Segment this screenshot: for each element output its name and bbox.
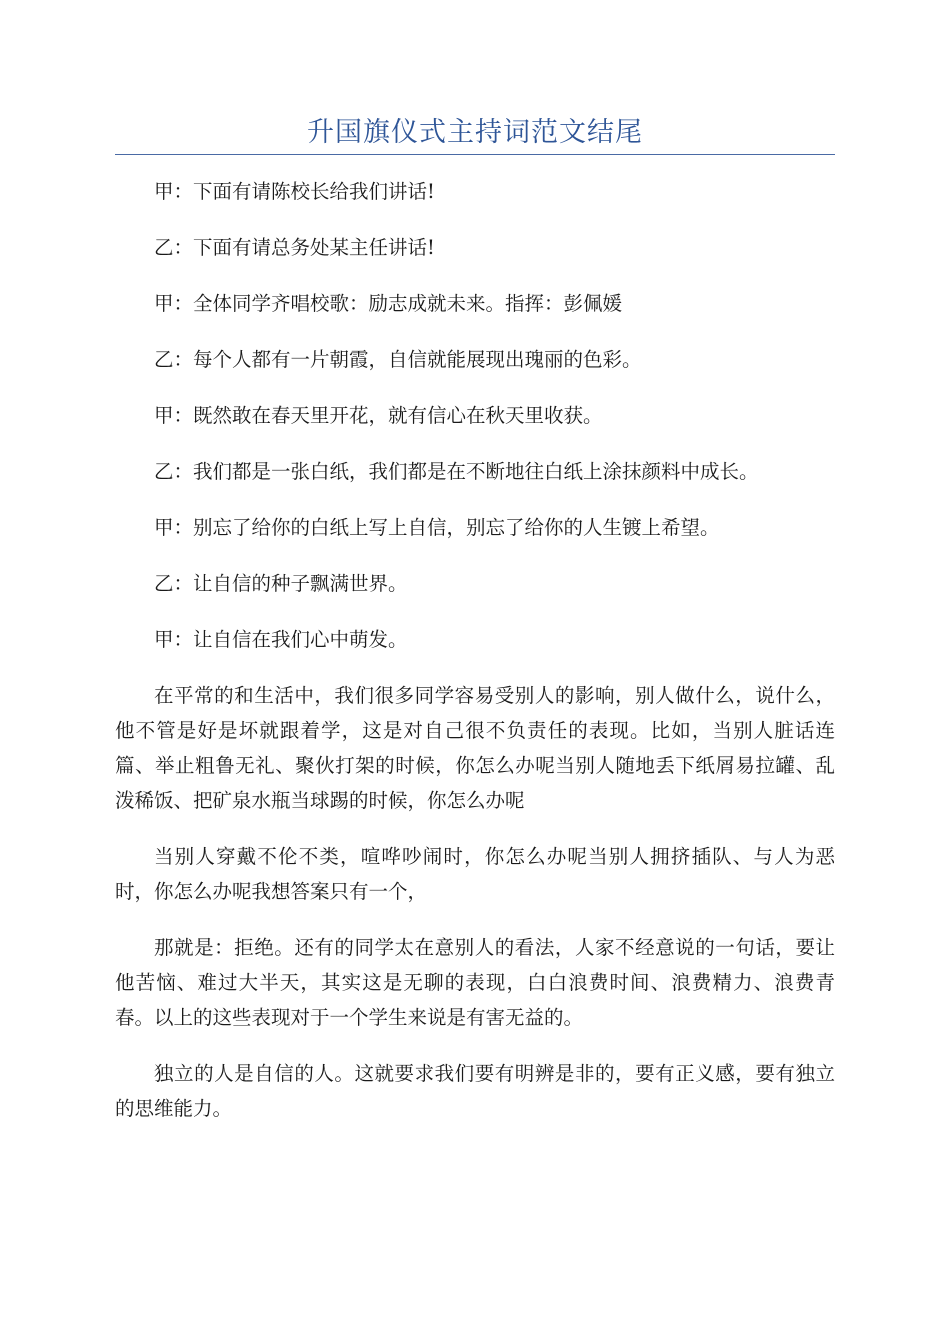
paragraph: 甲：全体同学齐唱校歌：励志成就未来。指挥：彭佩媛 bbox=[154, 292, 623, 315]
paragraph: 当别人穿戴不伦不类，喧哗吵闹时，你怎么办呢当别人拥挤插队、与人为恶时，你怎么办呢我想答案只有一个， bbox=[115, 845, 835, 903]
document-page bbox=[115, 0, 835, 1147]
paragraph: 乙：让自信的种子飘满世界。 bbox=[154, 572, 408, 595]
paragraph: 乙：每个人都有一片朝霞，自信就能展现出瑰丽的色彩。 bbox=[154, 348, 642, 371]
paragraph: 甲：让自信在我们心中萌发。 bbox=[154, 628, 408, 651]
title-underline bbox=[115, 154, 835, 155]
paragraph: 乙：下面有请总务处某主任讲话! bbox=[154, 236, 435, 259]
paragraph: 独立的人是自信的人。这就要求我们要有明辨是非的，要有正义感，要有独立的思维能力。 bbox=[115, 1062, 835, 1120]
document-body bbox=[115, 174, 835, 1126]
document-title: 升国旗仪式主持词范文结尾 bbox=[307, 117, 643, 148]
paragraph: 在平常的和生活中，我们很多同学容易受别人的影响，别人做什么，说什么，他不管是好是坏就跟着学，这是对自己很不负责任的表现。比如，当别人脏话连篇、举止粗鲁无礼、聚伙打架的时候，你怎么办呢当别人随地丢下纸屑易拉罐、乱泼稀饭、把矿泉水瓶当球踢的时候，你怎么办呢 bbox=[115, 684, 835, 812]
paragraph: 甲：下面有请陈校长给我们讲话! bbox=[154, 180, 435, 203]
paragraph: 甲：既然敢在春天里开花，就有信心在秋天里收获。 bbox=[154, 404, 603, 427]
paragraph: 甲：别忘了给你的白纸上写上自信，别忘了给你的人生镀上希望。 bbox=[154, 516, 720, 539]
paragraph: 那就是：拒绝。还有的同学太在意别人的看法，人家不经意说的一句话，要让他苦恼、难过大半天，其实这是无聊的表现，白白浪费时间、浪费精力、浪费青春。以上的这些表现对于一个学生来说是有害无益的。 bbox=[115, 936, 835, 1029]
paragraph: 乙：我们都是一张白纸，我们都是在不断地往白纸上涂抹颜料中成长。 bbox=[154, 460, 759, 483]
